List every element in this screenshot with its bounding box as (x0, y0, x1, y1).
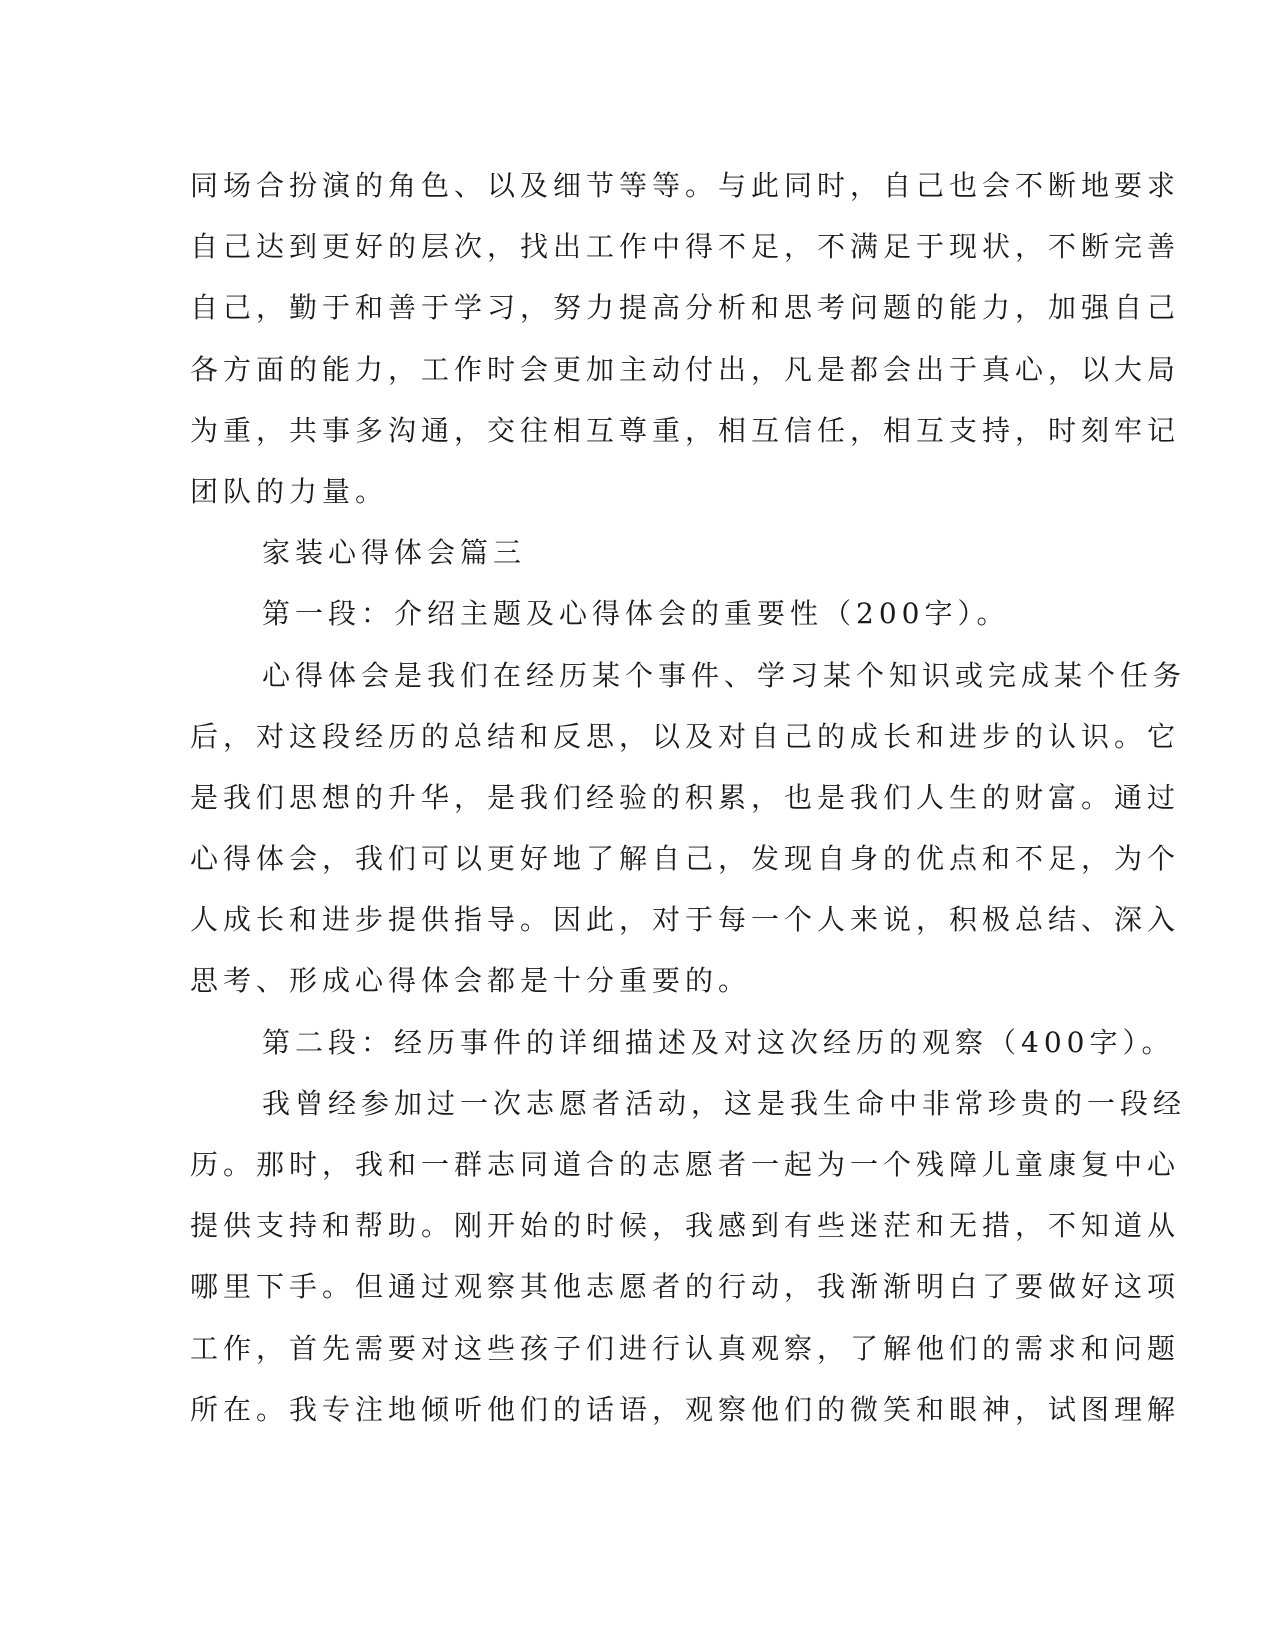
text-line: 我曾经参加过一次志愿者活动，这是我生命中非常珍贵的一段经 (262, 1086, 1187, 1120)
text-line: 历。那时，我和一群志同道合的志愿者一起为一个残障儿童康复中心 (190, 1148, 1181, 1181)
text-line: 思考、形成心得体会都是十分重要的。 (190, 964, 752, 998)
text-line: 提供支持和帮助。刚开始的时候，我感到有些迷茫和无措，不知道从 (190, 1209, 1181, 1243)
text-line: 为重，共事多沟通，交往相互尊重，相互信任，相互支持，时刻牢记 (190, 413, 1181, 447)
text-line: 同场合扮演的角色、以及细节等等。与此同时，自己也会不断地要求 (190, 169, 1181, 202)
paragraph-heading: 第二段：经历事件的详细描述及对这次经历的观察（400字）。 (262, 1025, 1175, 1059)
text-line: 所在。我专注地倾听他们的话语，观察他们的微笑和眼神，试图理解 (190, 1392, 1181, 1426)
text-line: 工作，首先需要对这些孩子们进行认真观察，了解他们的需求和问题 (190, 1331, 1181, 1365)
text-line: 自己，勤于和善于学习，努力提高分析和思考问题的能力，加强自己 (190, 291, 1181, 325)
section-heading: 家装心得体会篇三 (262, 536, 527, 570)
text-line: 团队的力量。 (190, 474, 389, 508)
text-line: 哪里下手。但通过观察其他志愿者的行动，我渐渐明白了要做好这项 (190, 1270, 1181, 1304)
text-line: 心得体会，我们可以更好地了解自己，发现自身的优点和不足，为个 (190, 842, 1181, 876)
text-line: 人成长和进步提供指导。因此，对于每一个人来说，积极总结、深入 (190, 903, 1181, 937)
body-text (190, 155, 1187, 1440)
text-line: 心得体会是我们在经历某个事件、学习某个知识或完成某个任务 (262, 658, 1187, 692)
text-line: 是我们思想的升华，是我们经验的积累，也是我们人生的财富。通过 (190, 780, 1181, 814)
text-line: 自己达到更好的层次，找出工作中得不足，不满足于现状，不断完善 (190, 230, 1181, 264)
text-line: 后，对这段经历的总结和反思，以及对自己的成长和进步的认识。它 (190, 719, 1181, 753)
text-line: 各方面的能力，工作时会更加主动付出，凡是都会出于真心，以大局 (190, 352, 1181, 386)
paragraph-heading: 第一段：介绍主题及心得体会的重要性（200字）。 (262, 597, 1010, 631)
